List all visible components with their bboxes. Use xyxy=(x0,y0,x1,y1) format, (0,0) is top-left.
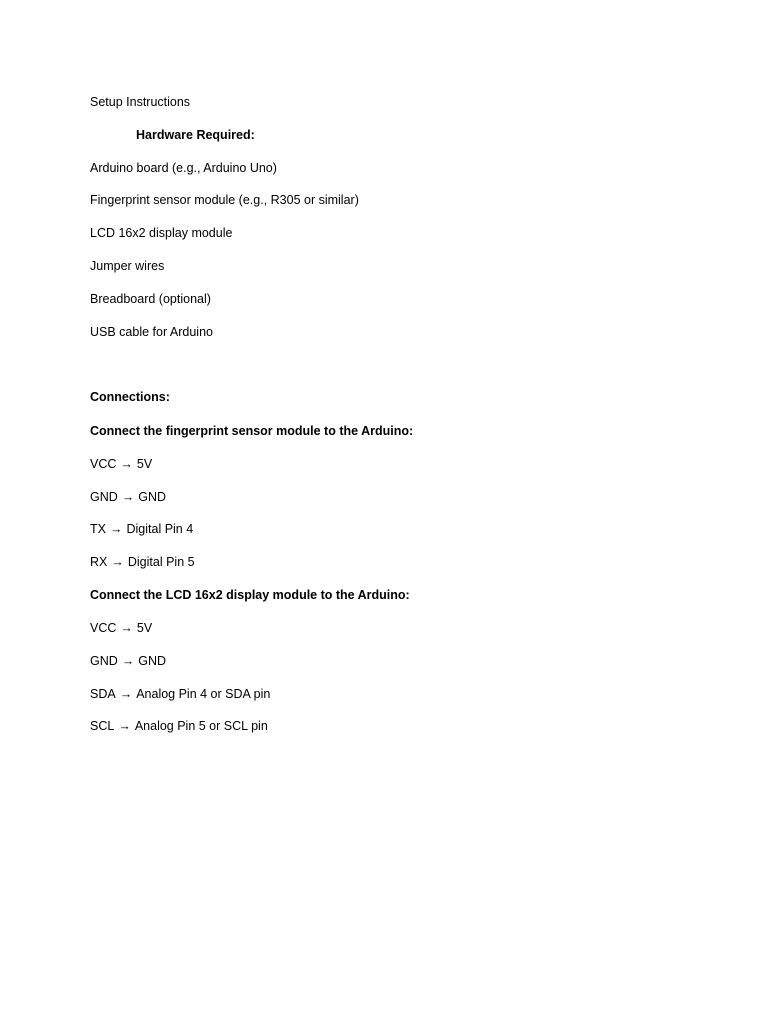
pin-to: GND xyxy=(138,490,167,504)
connection-row xyxy=(90,554,195,570)
sensor-connections-heading: Connect the fingerprint sensor module to the Arduino: xyxy=(90,424,414,438)
hardware-item: Arduino board (e.g., Arduino Uno) xyxy=(90,161,277,175)
pin-from: SCL xyxy=(90,719,115,733)
arrow-icon: → xyxy=(121,654,135,668)
arrow-icon: → xyxy=(111,555,124,569)
hardware-item: Jumper wires xyxy=(90,259,165,273)
arrow-icon: → xyxy=(121,490,135,504)
document-title: Setup Instructions xyxy=(90,95,191,109)
arrow-icon: → xyxy=(118,719,131,733)
arrow-icon: → xyxy=(109,522,123,536)
connections-heading: Connections: xyxy=(90,390,170,404)
pin-to: Analog Pin 5 or SCL pin xyxy=(134,719,268,733)
arrow-icon: → xyxy=(119,687,133,701)
pin-to: 5V xyxy=(136,457,153,471)
hardware-item: Fingerprint sensor module (e.g., R305 or similar) xyxy=(90,193,359,207)
connection-row xyxy=(90,653,166,669)
connection-row xyxy=(90,521,193,537)
pin-from: GND xyxy=(90,654,118,668)
pin-from: VCC xyxy=(90,457,117,471)
hardware-item: LCD 16x2 display module xyxy=(90,226,233,240)
pin-to: Digital Pin 4 xyxy=(126,522,194,536)
lcd-connections-heading: Connect the LCD 16x2 display module to the Arduino: xyxy=(90,588,410,602)
hardware-heading: Hardware Required: xyxy=(136,128,255,142)
pin-from: GND xyxy=(90,490,118,504)
connection-row xyxy=(90,489,166,505)
hardware-item: USB cable for Arduino xyxy=(90,325,213,339)
pin-from: VCC xyxy=(90,621,117,635)
arrow-icon: → xyxy=(120,457,133,471)
connection-row xyxy=(90,718,268,734)
pin-to: Digital Pin 5 xyxy=(127,555,195,569)
hardware-item: Breadboard (optional) xyxy=(90,292,211,306)
connection-row xyxy=(90,456,152,472)
pin-to: 5V xyxy=(136,621,153,635)
pin-from: TX xyxy=(90,522,106,536)
connection-row xyxy=(90,620,152,636)
connection-row xyxy=(90,686,270,702)
pin-from: RX xyxy=(90,555,108,569)
pin-to: Analog Pin 4 or SDA pin xyxy=(136,687,271,701)
pin-from: SDA xyxy=(90,687,116,701)
arrow-icon: → xyxy=(120,621,133,635)
pin-to: GND xyxy=(138,654,167,668)
